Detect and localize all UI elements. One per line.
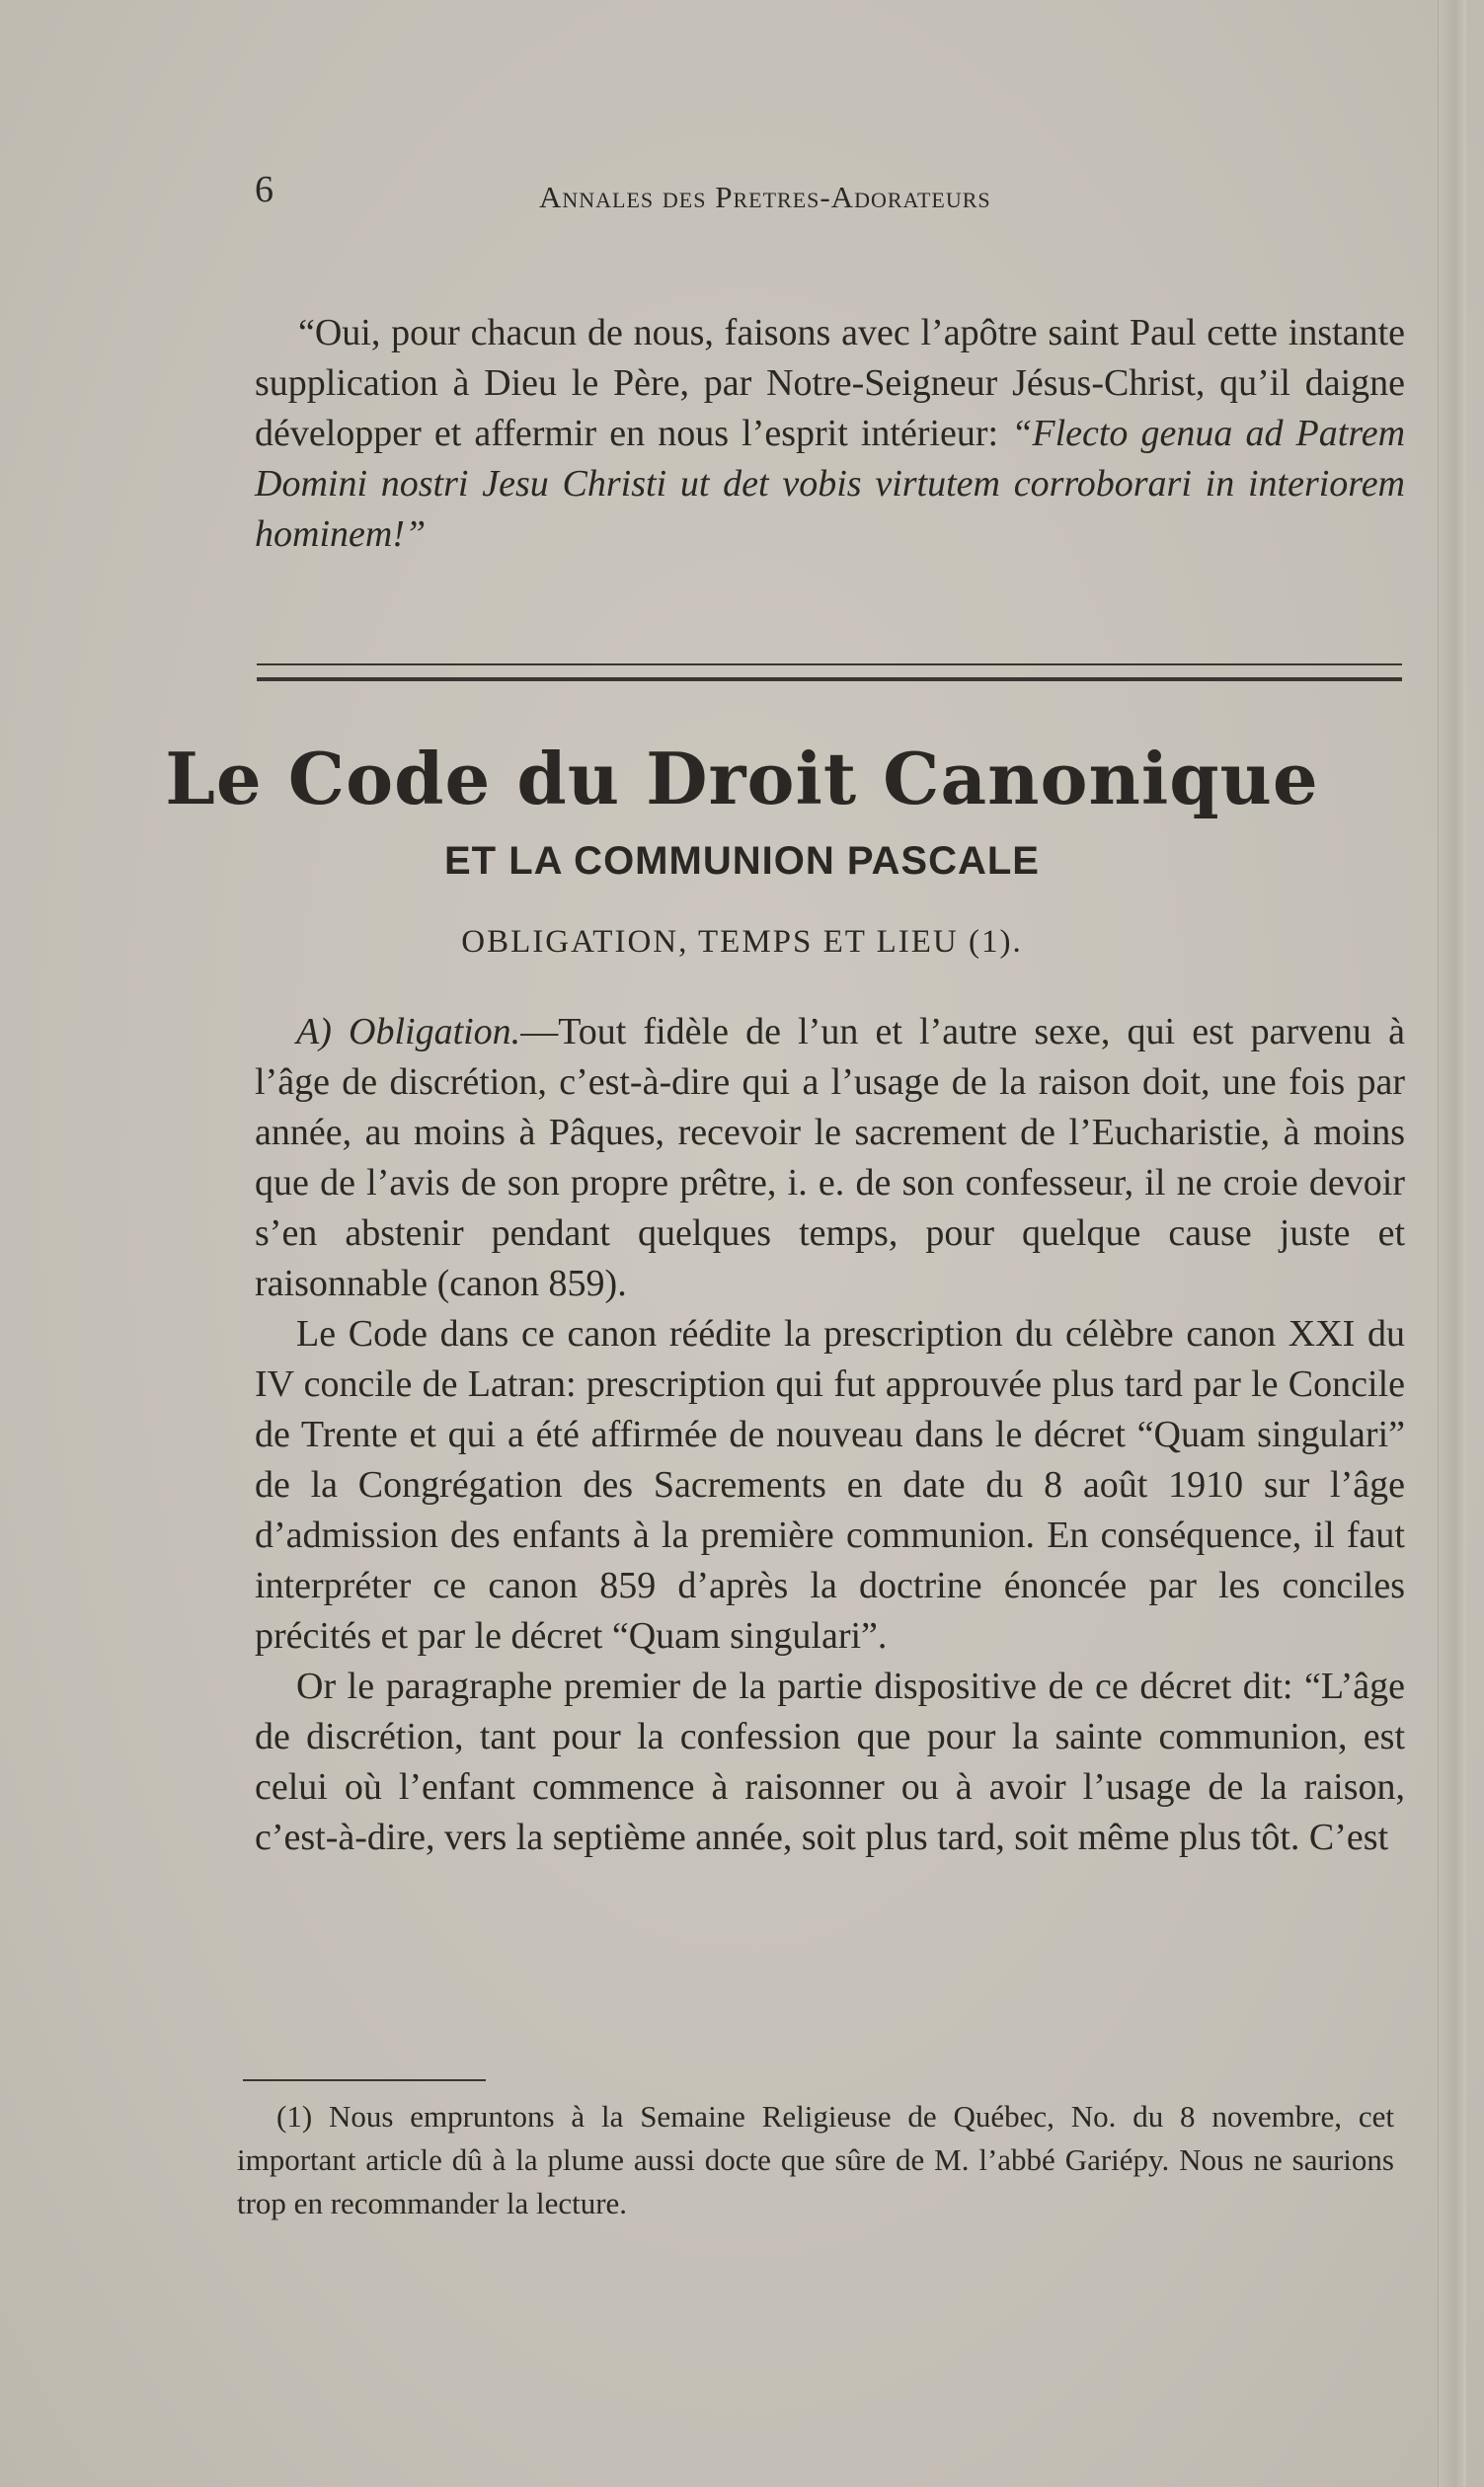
quote-french: “Oui, pour chacun de nous, faisons avec l’apôtre saint Paul cette instante supplication à Dieu le Père, par Notre-Seigneur Jésus-Christ, qu’il daigne développer et affermir en nous l’esprit intérieur: <box>255 312 1405 454</box>
footnote: (1) Nous empruntons à la Semaine Religieuse de Québec, No. du 8 novembre, cet important article dû à la plume aussi docte que sûre de M. l’abbé Gariépy. Nous ne saurions trop en recommander la lecture. <box>237 2099 1394 2220</box>
opening-quote <box>255 308 1405 560</box>
article-subhead: OBLIGATION, TEMPS ET LIEU (1). <box>461 924 1023 960</box>
obligation-label: A) Obligation. <box>296 1011 521 1052</box>
paragraph-code: Le Code dans ce canon réédite la prescription du célèbre canon XXI du IV concile de Latran: prescription qui fut approuvée plus tard par le Concile de Trente et qui a été affirmée de nouveau dans le décret “Quam singulari” de la Congrégation des Sacrements en date du 8 août 1910 sur l’âge d’admission des enfants à la première communion. En conséquence, il faut interpréter ce canon 859 d’après la doctrine énoncée par les conciles précités et par le décret “Quam singulari”. <box>255 1313 1405 1657</box>
quote-latin: “Flecto genua ad Patrem Domini nostri Jesu Christi ut det vobis virtutem corroborari in interiorem hominem!” <box>255 413 1406 555</box>
footnote-rule <box>243 2079 486 2081</box>
running-header: Annales des Pretres-Adorateurs <box>539 180 991 214</box>
paragraph-decree: Or le paragraphe premier de la partie dispositive de ce décret dit: “L’âge de discrétion, tant pour la confession que pour la sainte communion, est celui où l’enfant commence à raisonner ou à avoir l’usage de la raison, c’est-à-dire, vers la septième année, soit plus tard, soit même plus tôt. C’est <box>255 1666 1405 1858</box>
divider-thick <box>257 677 1402 681</box>
page-edge <box>1438 0 1466 2487</box>
divider-thin <box>257 663 1402 665</box>
article-title: Le Code du Droit Canonique <box>165 737 1319 820</box>
article-body <box>255 1007 1405 1863</box>
page-number: 6 <box>255 169 273 210</box>
obligation-text: —Tout fidèle de l’un et l’autre sexe, qui est parvenu à l’âge de discrétion, c’est-à-dire qui a l’usage de la raison doit, une fois par année, au moins à Pâques, recevoir le sacrement de l’Eucharistie, à moins que de l’avis de son propre prêtre, i. e. de son confesseur, il ne croie devoir s’en abstenir pendant quelques temps, pour quelque cause juste et raisonnable (canon 859). <box>255 1011 1405 1304</box>
paragraph-obligation <box>255 1007 1405 1309</box>
article-subtitle: ET LA COMMUNION PASCALE <box>444 839 1040 883</box>
